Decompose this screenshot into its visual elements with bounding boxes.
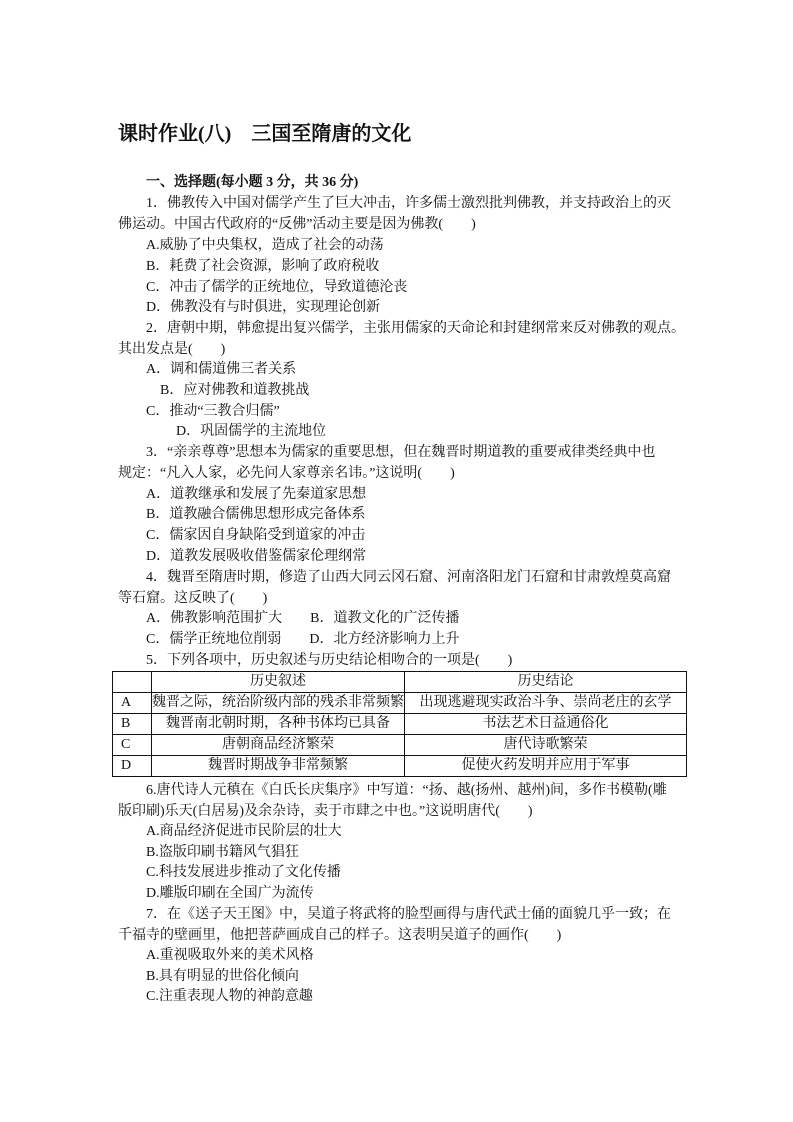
table-header: 历史叙述 [152,672,405,693]
q1-option-b: B．耗费了社会资源，影响了政府税收 [146,259,380,274]
q4-options-ab: A．佛教影响范围扩大 B．道教文化的广泛传播 [146,611,460,626]
q3-option-d: D．道教发展吸收借鉴儒家伦理纲常 [146,549,367,564]
table-header-row [113,672,687,693]
table-cell: 魏晋南北朝时期，各种书体均已具备 [152,714,405,735]
q5-stem: 5．下列各项中，历史叙述与历史结论相吻合的一项是( ) [146,653,513,668]
table-cell: C [113,735,152,756]
q1-option-c: C．冲击了儒学的正统地位，导致道德沦丧 [146,280,408,295]
q7-stem: 千福寺的壁画里，他把菩萨画成自己的样子。这表明吴道子的画作( ) [118,928,562,943]
page-title: 课时作业(八) 三国至隋唐的文化 [118,123,412,145]
table-cell: 唐朝商品经济繁荣 [152,735,405,756]
q6-stem: 6.唐代诗人元稹在《白氏长庆集序》中写道：“扬、越(扬州、越州)间，多作书模勒(雕 [146,783,667,798]
q2-option-c: C．推动“三教合归儒” [146,404,280,419]
q2-stem: 2．唐朝中期，韩愈提出复兴儒学，主张用儒家的天命论和封建纲常来反对佛教的观点。 [146,321,685,336]
table-cell: A [113,693,152,714]
q4-stem: 等石窟。这反映了( ) [118,591,268,606]
q1-stem: 佛运动。中国古代政府的“反佛”活动主要是因为佛教( ) [118,217,476,232]
q2-option-a: A．调和儒道佛三者关系 [146,362,297,377]
q3-option-b: B．道教融合儒佛思想形成完备体系 [146,507,366,522]
table-row [113,693,687,714]
table-cell: 书法艺术日益通俗化 [405,714,687,735]
q2-stem: 其出发点是( ) [118,342,226,357]
q6-option-c: C.科技发展进步推动了文化传播 [146,865,341,880]
table-row [113,735,687,756]
table-header: 历史结论 [405,672,687,693]
q6-option-b: B.盗版印刷书籍风气猖狂 [146,845,299,860]
q7-option-c: C.注重表现人物的神韵意趣 [146,989,313,1004]
q4-stem: 4．魏晋至隋唐时期，修造了山西大同云冈石窟、河南洛阳龙门石窟和甘肃敦煌莫高窟 [146,570,671,585]
table-cell: 唐代诗歌繁荣 [405,735,687,756]
q1-stem: 1．佛教传入中国对儒学产生了巨大冲击，许多儒士激烈批判佛教，并支持政治上的灭 [146,196,671,211]
q2-option-b: B．应对佛教和道教挑战 [160,383,310,398]
q2-option-d: D．巩固儒学的主流地位 [176,424,327,439]
q6-option-a: A.商品经济促进市民阶层的壮大 [146,824,342,839]
table-cell: 促使火药发明并应用于军事 [405,756,687,777]
q3-stem: 规定：“凡入人家，必先问人家尊亲名讳。”这说明( ) [118,466,455,481]
table-cell: 魏晋时期战争非常频繁 [152,756,405,777]
table-row [113,756,687,777]
table-header [113,672,152,693]
table-cell: B [113,714,152,735]
section-heading: 一、选择题(每小题 3 分，共 36 分) [146,175,359,190]
q6-stem: 版印刷)乐天(白居易)及余杂诗，卖于市肆之中也。”这说明唐代( ) [118,804,533,819]
table-cell: 出现逃避现实政治斗争、崇尚老庄的玄学 [405,693,687,714]
q6-option-d: D.雕版印刷在全国广为流传 [146,886,314,901]
q3-option-a: A．道教继承和发展了先秦道家思想 [146,487,367,502]
table-cell: D [113,756,152,777]
q3-stem: 3．“亲亲尊尊”思想本为儒家的重要思想，但在魏晋时期道教的重要戒律类经典中也 [146,445,656,460]
table-cell: 魏晋之际，统治阶级内部的残杀非常频繁 [152,693,405,714]
q5-table [112,671,687,777]
q7-option-a: A.重视吸取外来的美术风格 [146,948,314,963]
table-row [113,714,687,735]
q1-option-a: A.威胁了中央集权，造成了社会的动荡 [146,238,384,253]
q3-option-c: C．儒家因自身缺陷受到道家的冲击 [146,528,366,543]
q7-option-b: B.具有明显的世俗化倾向 [146,969,299,984]
q1-option-d: D．佛教没有与时俱进，实现理论创新 [146,300,381,315]
q7-stem: 7．在《送子天王图》中，吴道子将武将的脸型画得与唐代武士俑的面貌几乎一致；在 [146,907,671,922]
q4-options-cd: C．儒学正统地位削弱 D．北方经济影响力上升 [146,632,460,647]
